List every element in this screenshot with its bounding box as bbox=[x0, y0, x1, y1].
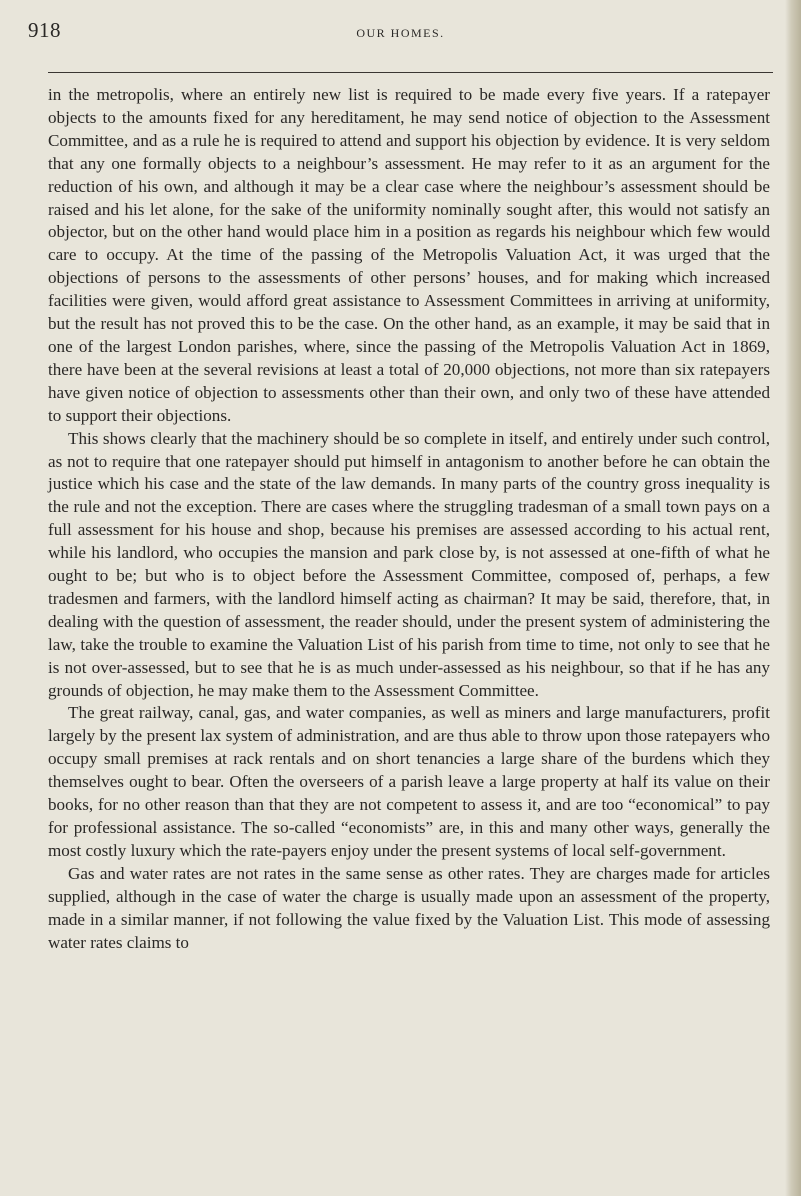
header-rule bbox=[48, 72, 773, 73]
page-header bbox=[0, 12, 801, 60]
body-text bbox=[48, 84, 770, 954]
paragraph: in the metropolis, where an entirely new list is required to be made every five years. If a ratepayer objects to the amounts fixed for any hereditament, he may send notice of objection to the Assessment Committee, and as a rule he is required to attend and support his objection by evidence. It is very seldom that any one formally objects to a neighbour’s assessment. He may refer to it as an argument for the reduction of his own, and although it may be a clear case where the neighbour’s assessment should be raised and his let alone, for the sake of the uniformity nominally sought after, this would not satisfy an objector, but on the other hand would place him in a position as regards his neighbour which few would care to occupy. At the time of the passing of the Metropolis Valuation Act, it was urged that the objections of persons to the assessments of other persons’ houses, and for making which increased facilities were given, would afford great assistance to Assessment Committees in arriving at uniformity, but the result has not proved this to be the case. On the other hand, as an example, it may be said that in one of the largest London parishes, where, since the passing of the Metropolis Valuation Act in 1869, there have been at the several revisions at least a total of 20,000 objections, not more than six ratepayers have given notice of objection to assessments other than their own, and only two of these have attended to support their objections. bbox=[48, 85, 770, 425]
running-title: OUR HOMES. bbox=[356, 26, 445, 40]
paragraph: Gas and water rates are not rates in the same sense as other rates. They are charges made for articles supplied, although in the case of water the charge is usually made upon an assessment of the property, made in a similar manner, if not following the value fixed by the Valuation List. This mode of assessing water rates claims to bbox=[48, 863, 770, 952]
page-edge-shadow bbox=[785, 0, 801, 1196]
paragraph: This shows clearly that the machinery should be so complete in itself, and entirely under such control, as not to require that one ratepayer should put himself in antagonism to another before he can obtain the justice which his case and the state of the law demands. In many parts of the country gross inequality is the rule and not the exception. There are cases where the struggling tradesman of a small town pays on a full assessment for his house and shop, because his premises are assessed according to his actual rent, while his landlord, who occupies the mansion and park close by, is not assessed at one-fifth of what he ought to be; but who is to object before the Assessment Committee, composed of, perhaps, a few tradesmen and farmers, with the landlord himself acting as chairman? It may be said, therefore, that, in dealing with the question of assessment, the reader should, under the present system of administering the law, take the trouble to examine the Valuation List of his parish from time to time, not only to see that he is not over-assessed, but to see that he is as much under-assessed as his neighbour, so that if he has any grounds of objection, he may make them to the Assessment Committee. bbox=[48, 428, 770, 700]
page-number: 918 bbox=[28, 18, 61, 42]
paragraph: The great railway, canal, gas, and water companies, as well as miners and large manufacturers, profit largely by the present lax system of administration, and are thus able to throw upon those ratepayers who occupy small premises at rack rentals and on short tenancies a large share of the burdens which they themselves ought to bear. Often the overseers of a parish leave a large property at half its value on their books, for no other reason than that they are not competent to assess it, and are too “economical” to pay for professional assistance. The so-called “economists” are, in this and many other ways, generally the most costly luxury which the rate-payers enjoy under the present systems of local self-government. bbox=[48, 703, 770, 860]
